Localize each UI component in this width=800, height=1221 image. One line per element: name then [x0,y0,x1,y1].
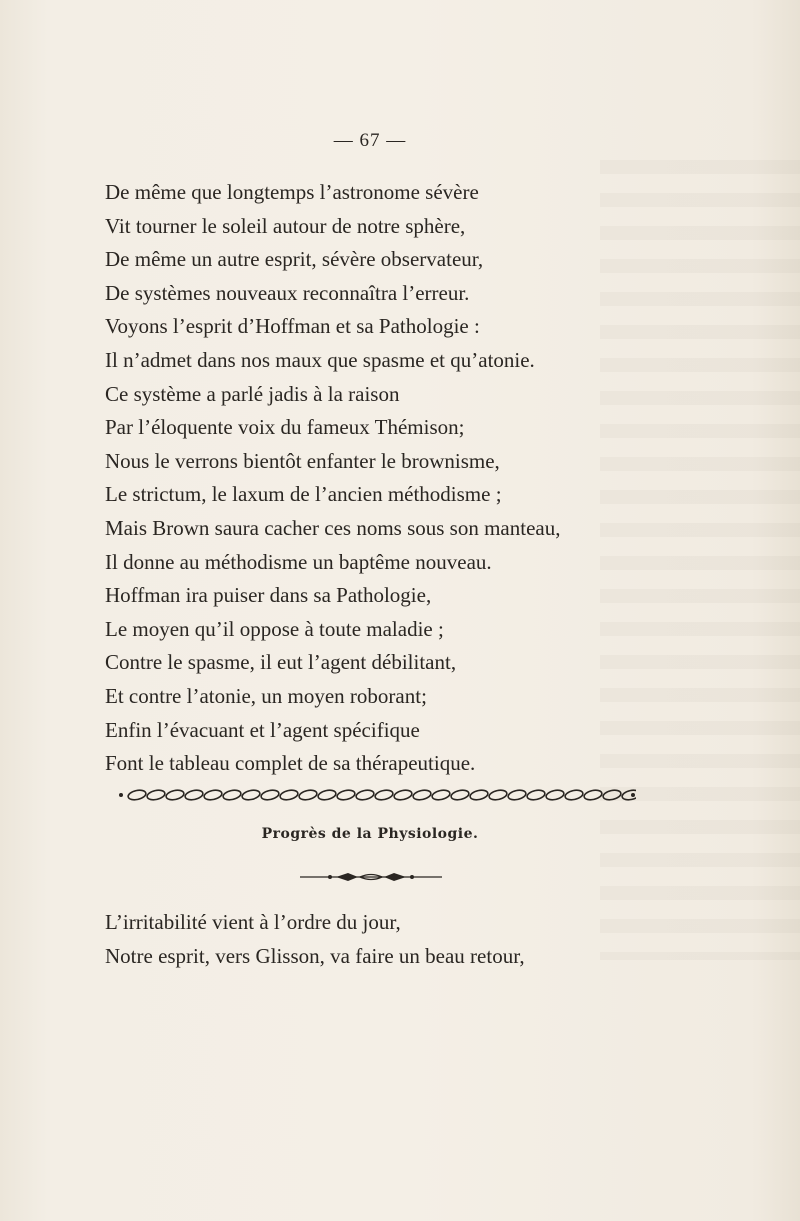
verse-line-16: Et contre l’atonie, un moyen roborant; [105,683,427,708]
verse-line-14: Le moyen qu’il oppose à toute maladie ; [105,616,444,641]
verse-line-6: Il n’admet dans nos maux que spasme et qu’atonie. [105,347,535,372]
verse-line-7: Ce système a parlé jadis à la raison [105,381,400,406]
verse-line-15: Contre le spasme, il eut l’agent débilitant, [105,650,457,675]
verse-line-11: Mais Brown saura cacher ces noms sous son manteau, [105,515,561,540]
verse-line-9: Nous le verrons bientôt enfanter le brownisme, [105,448,500,473]
section-heading: Progrès de la Physiologie. [261,826,479,842]
verse-line-18: Font le tableau complet de sa thérapeutique. [105,751,476,776]
verse-line-17: Enfin l’évacuant et l’agent spécifique [105,717,420,742]
verse-line-after-1: L’irritabilité vient à l’ordre du jour, [105,910,401,934]
verse-line-after-2: Notre esprit, vers Glisson, va faire un beau retour, [105,943,525,968]
verse-line-5: Voyons l’esprit d’Hoffman et sa Pathologie : [105,314,480,339]
verse-line-4: De systèmes nouveaux reconnaîtra l’erreur. [105,280,470,305]
verse-line-1: De même que longtemps l’astronome sévère [105,180,479,204]
ornamental-rule [118,788,636,802]
decorative-divider [300,872,442,882]
poem-stanza [105,176,560,781]
verse-line-2: Vit tourner le soleil autour de notre sphère, [105,213,466,238]
verse-line-10: Le strictum, le laxum de l’ancien méthodisme ; [105,482,502,507]
verse-line-8: Par l’éloquente voix du fameux Thémison; [105,415,465,440]
verse-line-13: Hoffman ira puiser dans sa Pathologie, [105,583,432,608]
poem-stanza-continued [105,906,525,973]
page-number: — 67 — [333,130,407,151]
verse-line-12: Il donne au méthodisme un baptême nouveau. [105,549,492,574]
verse-line-3: De même un autre esprit, sévère observateur, [105,247,484,272]
